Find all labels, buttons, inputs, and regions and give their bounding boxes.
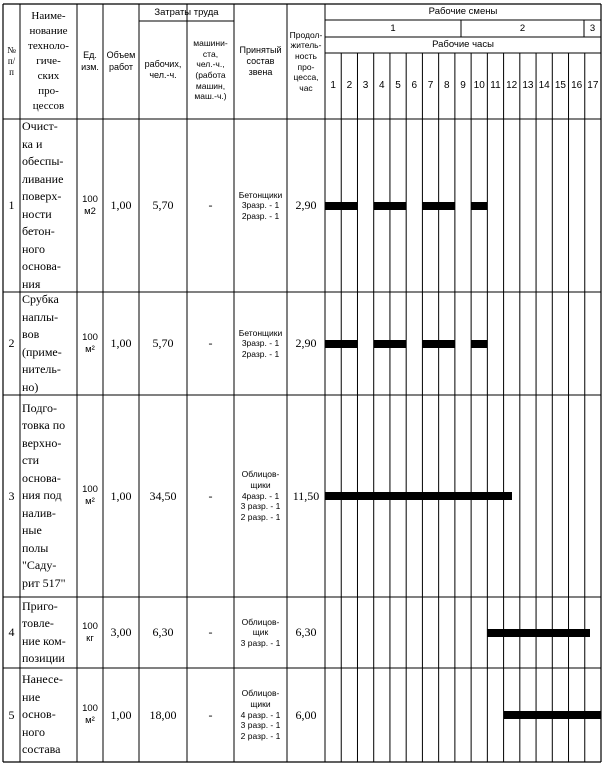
hour-label: 9 [460,79,466,91]
gantt-bar [471,202,487,210]
header-crew: Принятый состав звена [239,44,282,78]
labor-machinists: - [208,336,213,350]
unit: 100 м² [82,703,98,726]
duration: 2,90 [295,336,317,350]
header-duration: Продол- житель- ность про- цесса, час [289,29,323,93]
row-number: 3 [8,488,15,503]
gantt-bar [325,202,357,210]
row-number: 2 [8,336,15,350]
hour-label: 7 [427,79,434,91]
labor-machinists: - [208,488,213,503]
gantt-bar [325,340,357,348]
volume: 1,00 [110,488,132,503]
gantt-bar [422,340,454,348]
duration: 2,90 [295,198,317,212]
gantt-bar [325,492,512,500]
unit: 100 кг [82,620,98,644]
process-name: Очист- ка и обеспы- ливание поверх- ности бетон- ного основа- ния [22,119,64,291]
crew-composition: Облицов- щики 4разр. - 1 3 разр. - 1 2 разр. - 1 [240,469,281,522]
header-shifts: Рабочие смены [428,6,498,18]
volume: 1,00 [110,336,132,350]
labor-workers: 34,50 [149,488,177,503]
header-workers: рабочих, чел.-ч. [144,58,182,80]
hour-label: 13 [522,79,534,91]
hour-label: 12 [506,79,518,91]
row-number: 5 [8,707,15,722]
unit: 100 м2 [82,193,98,217]
labor-machinists: - [208,198,213,212]
unit: 100 м² [82,331,98,355]
duration: 11,50 [292,488,320,503]
header-machinists: машини- ста, чел.-ч., (работа машин, маш.-ч.) [193,38,228,102]
hour-label: 6 [411,79,418,91]
hour-label: 3 [362,79,369,91]
gantt-bar [504,711,601,719]
shift-number-1: 1 [390,22,396,34]
process-name: Срубка наплы- вов (приме- нитель- но) [22,292,62,394]
hour-label: 2 [346,79,353,91]
process-name: Нанесе- ние основ- ного состава [22,672,63,757]
hour-label: 14 [538,79,550,91]
header-unit: Ед. изм. [81,50,99,72]
header-labor-costs: Затраты труда [154,6,219,18]
volume: 1,00 [110,707,132,722]
labor-machinists: - [208,625,213,639]
hour-label: 11 [490,79,501,91]
crew-composition: Бетонщики 3разр. - 1 2разр. - 1 [238,189,283,221]
labor-workers: 18,00 [149,707,177,722]
shift-number-3: 3 [589,22,596,34]
volume: 3,00 [110,625,132,639]
crew-composition: Облицов- щик 3 разр. - 1 [240,616,281,648]
hour-label: 1 [330,79,336,91]
labor-workers: 5,70 [152,336,174,350]
crew-composition: Облицов- щики 4 разр. - 1 3 разр. - 1 2 разр. - 1 [240,688,281,741]
hour-label: 5 [395,79,401,91]
hour-label: 17 [587,79,599,91]
row-number: 4 [8,625,15,639]
crew-composition: Бетонщики 3разр. - 1 2разр. - 1 [238,327,283,359]
duration: 6,30 [295,625,317,639]
hour-label: 10 [473,79,485,91]
labor-machinists: - [208,707,213,722]
header-hours: Рабочие часы [432,39,494,51]
gantt-bar [471,340,487,348]
unit: 100 м² [82,484,98,507]
hour-label: 16 [571,79,583,91]
hour-label: 8 [443,79,450,91]
duration: 6,00 [295,707,317,722]
shift-number-2: 2 [519,22,526,34]
gantt-bar [422,202,454,210]
volume: 1,00 [110,198,132,212]
gantt-bar [374,340,406,348]
row-number: 1 [8,198,15,212]
labor-workers: 6,30 [152,625,174,639]
labor-workers: 5,70 [152,198,174,212]
process-name: Подго- товка по верхно- сти основа- ния под налив- ные полы "Саду- рит 517" [22,400,66,590]
hour-label: 4 [379,79,385,91]
hour-label: 15 [554,79,566,91]
process-name: Приго- товле- ние ком- позиции [22,598,66,665]
gantt-bar [487,629,589,637]
gantt-bar [374,202,406,210]
header-num: № п/ п [7,45,16,77]
header-process-name: Наиме- нование техноло- гиче- ских про- цессов [28,10,69,112]
header-volume: Объем работ [106,50,136,72]
